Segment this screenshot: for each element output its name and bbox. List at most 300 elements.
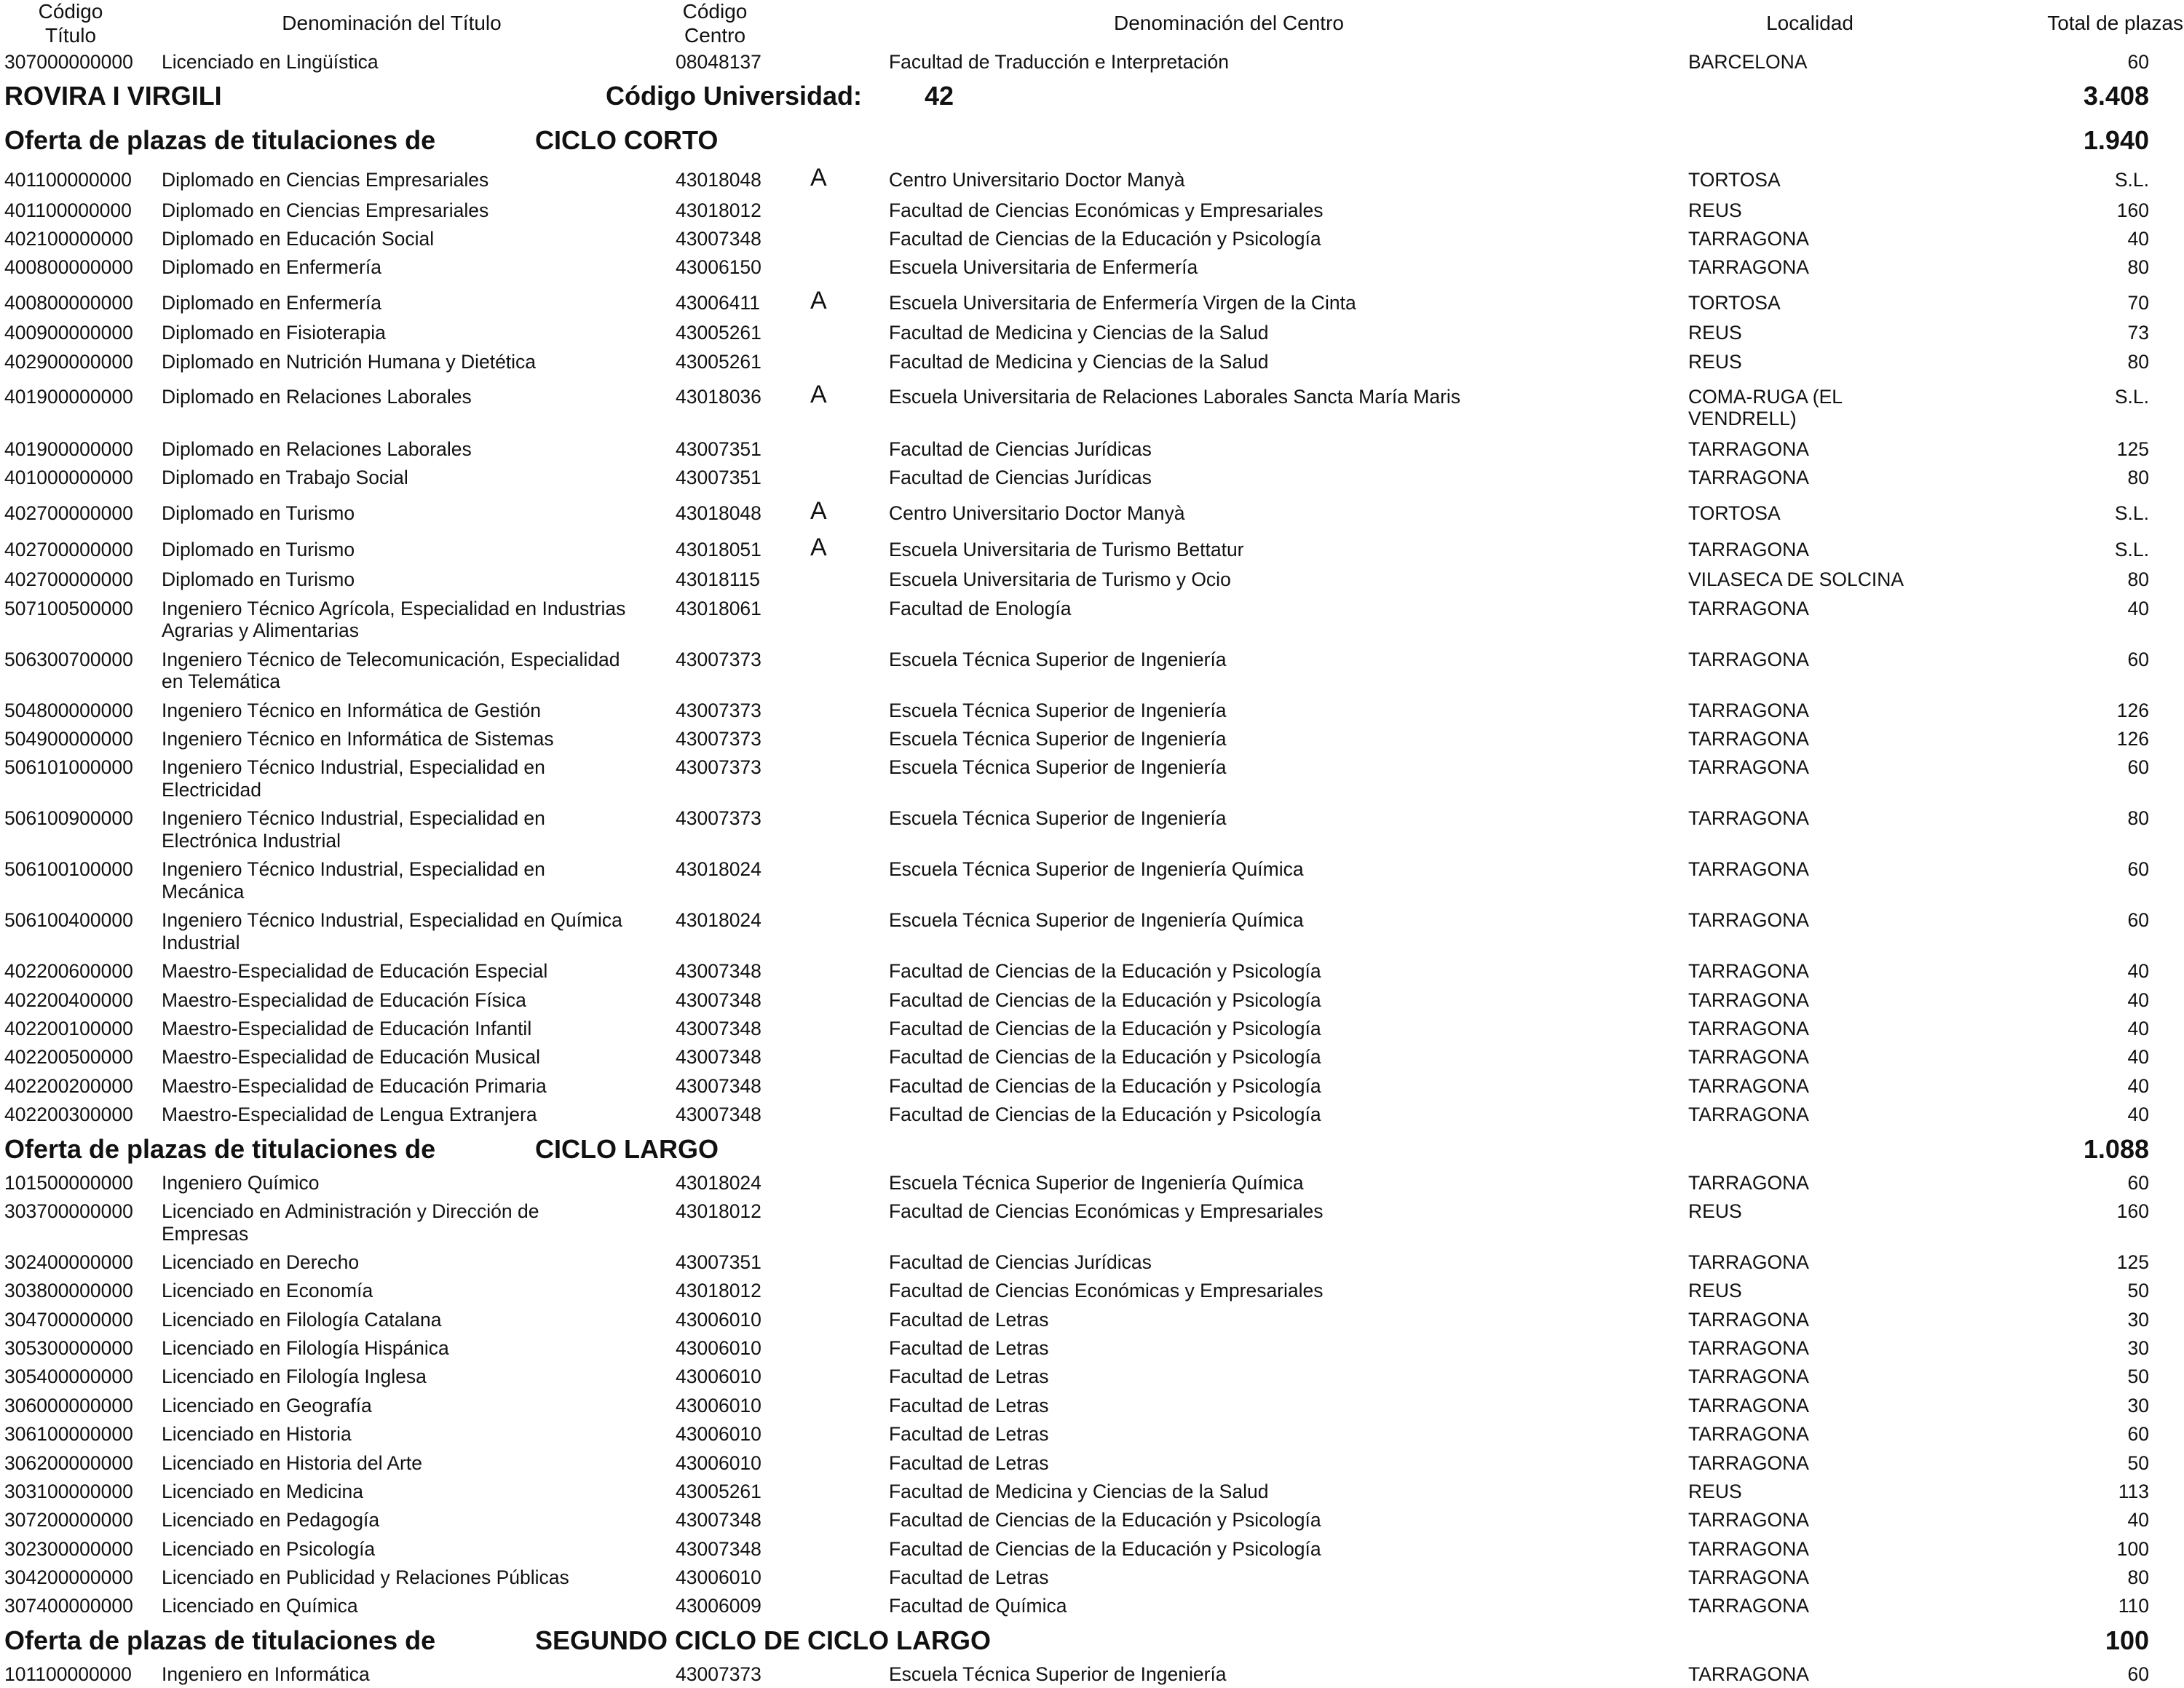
titulo-name: Diplomado en Turismo (162, 538, 355, 560)
titulo-name: Licenciado en Historia del Arte (162, 1451, 422, 1474)
titulo-code: 402200500000 (4, 1046, 133, 1069)
centro-code: 43007348 (676, 960, 761, 983)
previous-university-rows (0, 48, 2184, 76)
centro-code: 43005261 (676, 322, 761, 344)
localidad: TARRAGONA (1688, 988, 1809, 1011)
centro-name: Facultad de Ciencias de la Educación y Psicología (889, 228, 1321, 250)
table-row (0, 1071, 2149, 1100)
table-row (0, 464, 2149, 492)
localidad: TORTOSA (1688, 169, 1781, 191)
flag-cell (810, 958, 889, 980)
section-cycle: SEGUNDO CICLO DE CICLO LARGO (535, 1625, 992, 1656)
titulo-name: Diplomado en Turismo (162, 568, 355, 591)
localidad: TARRAGONA (1688, 1018, 1809, 1040)
localidad: BARCELONA (1688, 51, 1808, 74)
centro-name: Escuela Universitaria de Turismo y Ocio (889, 568, 1231, 591)
titulo-code: 507100500000 (4, 597, 133, 619)
titulo-name: Ingeniero Técnico en Informática de Sistemas (162, 728, 554, 750)
centro-code: 43007348 (676, 228, 761, 250)
titulo-name: Licenciado en Filología Hispánica (162, 1337, 449, 1360)
table-row (0, 347, 2149, 376)
table-row (0, 1420, 2149, 1449)
table-row (0, 753, 2149, 804)
plazas-total: 40 (2127, 1074, 2149, 1097)
titulo-name: Licenciado en Lingüística (162, 51, 379, 74)
centro-name: Centro Universitario Doctor Manyà (889, 169, 1185, 191)
table-row (0, 196, 2149, 224)
university-code-label: Código Universidad: (606, 80, 863, 111)
titulo-name: Maestro-Especialidad de Educación Infantil (162, 1018, 532, 1040)
flag-cell (810, 1421, 889, 1443)
flag-cell (810, 697, 889, 720)
centro-code: 43007373 (676, 756, 761, 779)
flag-cell (810, 1507, 889, 1529)
section-cycle: CICLO LARGO (535, 1134, 719, 1165)
localidad: TARRAGONA (1688, 538, 1809, 560)
flag-cell (810, 1450, 889, 1473)
centro-name: Facultad de Medicina y Ciencias de la Salud (889, 350, 1269, 373)
centro-name: Escuela Técnica Superior de Ingeniería (889, 807, 1227, 830)
flag-cell (810, 226, 889, 248)
plazas-total: S.L. (2114, 169, 2149, 191)
localidad: TARRAGONA (1688, 1663, 1809, 1685)
flag-cell (810, 987, 889, 1010)
titulo-name: Diplomado en Trabajo Social (162, 467, 408, 489)
titulo-code: 101500000000 (4, 1171, 133, 1194)
titulo-name: Diplomado en Enfermería (162, 256, 381, 279)
centro-code: 43018061 (676, 597, 761, 619)
localidad: TARRAGONA (1688, 909, 1809, 932)
titulo-code: 402200400000 (4, 988, 133, 1011)
localidad: TARRAGONA (1688, 960, 1809, 983)
titulo-code: 402200100000 (4, 1018, 133, 1040)
table-row (0, 376, 2149, 435)
centro-code: 43007351 (676, 1251, 761, 1273)
university-code: 42 (925, 80, 954, 111)
table-row (0, 48, 2149, 76)
centro-code: 43007348 (676, 1074, 761, 1097)
titulo-code: 307200000000 (4, 1509, 133, 1532)
titulo-code: 307400000000 (4, 1595, 133, 1617)
titulo-code: 302400000000 (4, 1251, 133, 1273)
titulo-name: Ingeniero Técnico Industrial, Especialidad en Química Industrial (162, 909, 622, 954)
localidad: TARRAGONA (1688, 256, 1809, 279)
titulo-name: Ingeniero Técnico Industrial, Especialidad en Electrónica Industrial (162, 807, 545, 852)
plazas-total: 30 (2127, 1337, 2149, 1360)
centro-code: 43007348 (676, 1046, 761, 1069)
flag-cell (810, 1073, 889, 1095)
titulo-code: 504800000000 (4, 699, 133, 721)
table-row (0, 319, 2149, 347)
centro-name: Facultad de Ciencias Económicas y Empresariales (889, 199, 1324, 221)
centro-name: Escuela Universitaria de Turismo Bettatur (889, 538, 1244, 560)
centro-name: Escuela Universitaria de Enfermería (889, 256, 1198, 279)
table-row (0, 282, 2149, 318)
titulo-name: Licenciado en Economía (162, 1280, 373, 1302)
titulo-code: 307000000000 (4, 51, 133, 74)
titulo-name: Licenciado en Pedagogía (162, 1509, 380, 1532)
plazas-total: 60 (2127, 1171, 2149, 1194)
titulo-name: Diplomado en Relaciones Laborales (162, 385, 472, 408)
centro-code: 43007351 (676, 437, 761, 460)
centro-code: 43006010 (676, 1451, 761, 1474)
table-row (0, 1334, 2149, 1363)
plazas-total: 60 (2127, 1663, 2149, 1685)
centro-name: Facultad de Letras (889, 1423, 1049, 1446)
titulo-code: 302300000000 (4, 1537, 133, 1560)
flag-cell (810, 566, 889, 589)
university-heading (0, 76, 2184, 120)
table-row (0, 435, 2149, 463)
plazas-total: 80 (2127, 1566, 2149, 1589)
titulo-name: Licenciado en Historia (162, 1423, 352, 1446)
table-row (0, 159, 2149, 196)
titulo-code: 305400000000 (4, 1366, 133, 1388)
flag-cell (810, 1536, 889, 1558)
centro-name: Escuela Técnica Superior de Ingeniería (889, 648, 1227, 670)
section-heading (0, 120, 2184, 159)
localidad: TARRAGONA (1688, 1074, 1809, 1097)
flag-cell (810, 1392, 889, 1415)
titulo-code: 401900000000 (4, 385, 133, 408)
titulo-name: Diplomado en Enfermería (162, 291, 381, 314)
table-row (0, 1248, 2149, 1277)
centro-code: 43006411 (676, 291, 760, 314)
centro-code: 43006010 (676, 1394, 761, 1416)
localidad: REUS (1688, 1200, 1742, 1222)
plazas-total: 40 (2127, 228, 2149, 250)
titulo-name: Licenciado en Derecho (162, 1251, 360, 1273)
centro-code: 43007348 (676, 988, 761, 1011)
table-row (0, 804, 2149, 855)
table-row (0, 645, 2149, 696)
titulo-code: 306100000000 (4, 1423, 133, 1446)
centro-name: Facultad de Ciencias Jurídicas (889, 437, 1152, 460)
section-total: 1.088 (2083, 1134, 2149, 1165)
flag-cell (810, 907, 889, 951)
localidad: TARRAGONA (1688, 597, 1809, 619)
localidad: TORTOSA (1688, 291, 1781, 314)
plazas-total: S.L. (2114, 385, 2149, 408)
titulo-code: 402200300000 (4, 1103, 133, 1126)
titulo-code: 402700000000 (4, 568, 133, 591)
flag-mark: A (810, 164, 827, 192)
localidad: TORTOSA (1688, 502, 1781, 524)
section-cycle: CICLO CORTO (535, 124, 719, 155)
plazas-total: 125 (2116, 437, 2149, 460)
centro-code: 43006010 (676, 1423, 761, 1446)
flag-cell (810, 1564, 889, 1587)
centro-name: Facultad de Medicina y Ciencias de la Salud (889, 1480, 1269, 1502)
plazas-total: 40 (2127, 597, 2149, 619)
plazas-total: 110 (2118, 1595, 2149, 1617)
table-row (0, 594, 2149, 645)
localidad: TARRAGONA (1688, 1451, 1809, 1474)
plazas-total: 60 (2127, 1423, 2149, 1446)
titulo-name: Ingeniero Técnico de Telecomunicación, Especialidad en Telemática (162, 648, 620, 693)
localidad: TARRAGONA (1688, 699, 1809, 721)
centro-name: Facultad de Letras (889, 1337, 1049, 1360)
localidad: TARRAGONA (1688, 1394, 1809, 1416)
titulo-code: 401100000000 (4, 169, 132, 191)
centro-name: Facultad de Ciencias de la Educación y Psicología (889, 1074, 1321, 1097)
table-row (0, 1305, 2149, 1334)
flag-cell (810, 856, 889, 900)
titulo-name: Diplomado en Ciencias Empresariales (162, 169, 489, 191)
table-row (0, 1478, 2149, 1506)
plazas-total: 160 (2116, 1200, 2149, 1222)
titulo-code: 306200000000 (4, 1451, 133, 1474)
table-row (0, 1534, 2149, 1563)
table-row (0, 725, 2149, 753)
table-row (0, 1277, 2149, 1305)
centro-name: Facultad de Enología (889, 597, 1072, 619)
plazas-total: 60 (2127, 648, 2149, 670)
flag-mark: A (810, 496, 827, 525)
plazas-total: 100 (2116, 1537, 2149, 1560)
plazas-total: 60 (2127, 858, 2149, 881)
table-row (0, 1197, 2149, 1248)
localidad: TARRAGONA (1688, 1251, 1809, 1273)
localidad: TARRAGONA (1688, 1423, 1809, 1446)
centro-code: 43018036 (676, 385, 761, 408)
centro-name: Facultad de Ciencias de la Educación y Psicología (889, 1103, 1321, 1126)
titulo-code: 303700000000 (4, 1200, 133, 1222)
table-row (0, 566, 2149, 594)
centro-name: Facultad de Ciencias de la Educación y Psicología (889, 1509, 1321, 1532)
flag-mark: A (810, 286, 827, 314)
centro-code: 43006009 (676, 1595, 761, 1617)
section-label: Oferta de plazas de titulaciones de (4, 124, 436, 155)
localidad: TARRAGONA (1688, 1566, 1809, 1589)
flag-cell (810, 320, 889, 342)
titulo-code: 402700000000 (4, 502, 133, 524)
centro-name: Escuela Universitaria de Enfermería Virgen de la Cinta (889, 291, 1356, 314)
section-heading (0, 1620, 2184, 1660)
localidad: REUS (1688, 1280, 1742, 1302)
centro-name: Escuela Técnica Superior de Ingeniería (889, 1663, 1227, 1685)
plazas-total: 126 (2116, 728, 2149, 750)
plazas-total: 73 (2127, 322, 2149, 344)
flag-cell (810, 464, 889, 487)
flag-cell (810, 49, 889, 71)
centro-code: 43006010 (676, 1337, 761, 1360)
localidad: TARRAGONA (1688, 1366, 1809, 1388)
titulo-name: Licenciado en Geografía (162, 1394, 372, 1416)
column-header (0, 0, 2184, 48)
localidad: COMA-RUGA (EL VENDRELL) (1688, 385, 1843, 430)
centro-code: 43007373 (676, 1663, 761, 1685)
header-codigo-titulo: Código Título (38, 0, 103, 47)
plazas-total: 40 (2127, 1018, 2149, 1040)
plazas-total: 80 (2127, 256, 2149, 279)
localidad: TARRAGONA (1688, 858, 1809, 881)
titulo-name: Licenciado en Psicología (162, 1537, 376, 1560)
table-row (0, 529, 2149, 566)
titulo-name: Licenciado en Química (162, 1595, 358, 1617)
titulo-code: 402200600000 (4, 960, 133, 983)
centro-code: 43007351 (676, 467, 761, 489)
flag-cell (810, 1661, 889, 1684)
table-row (0, 957, 2149, 986)
plazas-total: 30 (2127, 1394, 2149, 1416)
section-label: Oferta de plazas de titulaciones de (4, 1134, 436, 1165)
localidad: TARRAGONA (1688, 467, 1809, 489)
titulo-name: Ingeniero en Informática (162, 1663, 370, 1685)
titulo-name: Maestro-Especialidad de Educación Musical (162, 1046, 540, 1069)
flag-cell (810, 1307, 889, 1329)
centro-name: Escuela Técnica Superior de Ingeniería Química (889, 1171, 1304, 1194)
table-row (0, 1506, 2149, 1534)
plazas-total: S.L. (2114, 502, 2149, 524)
centro-code: 43018024 (676, 909, 761, 932)
localidad: TARRAGONA (1688, 1337, 1809, 1360)
centro-code: 43006010 (676, 1566, 761, 1589)
flag-cell (810, 436, 889, 459)
plazas-total: 50 (2127, 1280, 2149, 1302)
plazas-total: 113 (2118, 1480, 2149, 1502)
localidad: REUS (1688, 1480, 1742, 1502)
localidad: TARRAGONA (1688, 1103, 1809, 1126)
centro-name: Facultad de Letras (889, 1566, 1049, 1589)
centro-code: 43018051 (676, 538, 761, 560)
table-row (0, 1592, 2149, 1620)
localidad: TARRAGONA (1688, 437, 1809, 460)
table-row (0, 1363, 2149, 1391)
titulo-name: Ingeniero Técnico Industrial, Especialidad en Electricidad (162, 756, 545, 801)
titulo-name: Diplomado en Fisioterapia (162, 322, 386, 344)
localidad: TARRAGONA (1688, 1308, 1809, 1331)
plazas-total: 160 (2116, 199, 2149, 221)
plazas-total: 60 (2127, 756, 2149, 779)
titulo-code: 401900000000 (4, 437, 133, 460)
localidad: TARRAGONA (1688, 756, 1809, 779)
localidad: TARRAGONA (1688, 648, 1809, 670)
localidad: TARRAGONA (1688, 1537, 1809, 1560)
plazas-total: 80 (2127, 568, 2149, 591)
titulo-name: Diplomado en Educación Social (162, 228, 435, 250)
table-row (0, 492, 2149, 528)
plazas-total: 80 (2127, 807, 2149, 830)
header-localidad: Localidad (1766, 12, 1853, 35)
localidad: TARRAGONA (1688, 728, 1809, 750)
table-row (0, 906, 2149, 957)
plazas-total: S.L. (2114, 538, 2149, 560)
flag-cell (810, 1044, 889, 1066)
table-row (0, 1101, 2149, 1129)
centro-code: 43007373 (676, 807, 761, 830)
centro-code: 43018012 (676, 199, 761, 221)
centro-code: 43018024 (676, 1171, 761, 1194)
titulo-code: 305300000000 (4, 1337, 133, 1360)
localidad: TARRAGONA (1688, 1595, 1809, 1617)
centro-name: Escuela Técnica Superior de Ingeniería (889, 728, 1227, 750)
plazas-total: 40 (2127, 960, 2149, 983)
flag-cell (810, 805, 889, 849)
plazas-total: 30 (2127, 1308, 2149, 1331)
centro-name: Facultad de Ciencias Jurídicas (889, 467, 1152, 489)
plazas-total: 70 (2127, 291, 2149, 314)
centro-name: Escuela Técnica Superior de Ingeniería Química (889, 909, 1304, 932)
header-codigo-centro: Código Centro (682, 0, 748, 47)
plazas-total: 50 (2127, 1451, 2149, 1474)
centro-name: Escuela Técnica Superior de Ingeniería Química (889, 858, 1304, 881)
table-row (0, 1168, 2149, 1197)
header-denominacion-centro: Denominación del Centro (1114, 12, 1344, 35)
localidad: TARRAGONA (1688, 1509, 1809, 1532)
titulo-name: Ingeniero Técnico Agrícola, Especialidad en Industrias Agrarias y Alimentarias (162, 597, 626, 642)
titulo-name: Licenciado en Filología Catalana (162, 1308, 442, 1331)
table-row (0, 1660, 2149, 1685)
centro-code: 43006150 (676, 256, 761, 279)
titulo-code: 400900000000 (4, 322, 133, 344)
header-denominacion-titulo: Denominación del Título (282, 12, 502, 35)
titulo-name: Ingeniero Químico (162, 1171, 320, 1194)
titulo-code: 306000000000 (4, 1394, 133, 1416)
centro-code: 43007348 (676, 1018, 761, 1040)
table-row (0, 986, 2149, 1014)
sections (0, 120, 2184, 1685)
section-heading (0, 1129, 2184, 1168)
titulo-code: 506100900000 (4, 807, 133, 830)
centro-name: Escuela Universitaria de Relaciones Laborales Sancta María Maris (889, 385, 1461, 408)
centro-name: Facultad de Ciencias de la Educación y Psicología (889, 988, 1321, 1011)
flag-cell (810, 254, 889, 277)
flag-cell (810, 595, 889, 640)
centro-code: 43007348 (676, 1103, 761, 1126)
centro-code: 43005261 (676, 350, 761, 373)
titulo-code: 506300700000 (4, 648, 133, 670)
centro-name: Facultad de Ciencias de la Educación y Psicología (889, 960, 1321, 983)
centro-code: 43007373 (676, 699, 761, 721)
centro-name: Centro Universitario Doctor Manyà (889, 502, 1185, 524)
centro-name: Facultad de Letras (889, 1366, 1049, 1388)
table-row (0, 1043, 2149, 1071)
table-row (0, 855, 2149, 906)
university-name: ROVIRA I VIRGILI (4, 80, 222, 111)
titulo-name: Diplomado en Ciencias Empresariales (162, 199, 489, 221)
flag-cell (810, 349, 889, 371)
centro-name: Facultad de Medicina y Ciencias de la Salud (889, 322, 1269, 344)
flag-cell (810, 1277, 889, 1300)
localidad: VILASECA DE SOLCINA (1688, 568, 1904, 591)
centro-name: Facultad de Letras (889, 1308, 1049, 1331)
plazas-total: 60 (2127, 51, 2149, 74)
titulo-code: 401000000000 (4, 467, 133, 489)
titulo-name: Maestro-Especialidad de Educación Física (162, 988, 526, 1011)
centro-code: 43018048 (676, 502, 761, 524)
flag-cell (810, 1249, 889, 1272)
titulo-code: 304700000000 (4, 1308, 133, 1331)
titulo-name: Maestro-Especialidad de Educación Especial (162, 960, 548, 983)
titulo-name: Ingeniero Técnico Industrial, Especialidad en Mecánica (162, 858, 545, 903)
titulo-code: 402100000000 (4, 228, 133, 250)
centro-name: Facultad de Ciencias Económicas y Empresariales (889, 1280, 1324, 1302)
flag-cell (810, 1015, 889, 1038)
centro-code: 43007348 (676, 1537, 761, 1560)
section-label: Oferta de plazas de titulaciones de (4, 1625, 436, 1656)
university-total: 3.408 (2083, 80, 2149, 111)
centro-code: 43018012 (676, 1200, 761, 1222)
centro-name: Facultad de Ciencias de la Educación y Psicología (889, 1018, 1321, 1040)
section-total: 1.940 (2083, 124, 2149, 155)
flag-cell (810, 1593, 889, 1615)
centro-name: Facultad de Química (889, 1595, 1067, 1617)
flag-cell (810, 754, 889, 799)
flag-cell (810, 1478, 889, 1501)
table-row (0, 1015, 2149, 1043)
centro-code: 43018024 (676, 858, 761, 881)
